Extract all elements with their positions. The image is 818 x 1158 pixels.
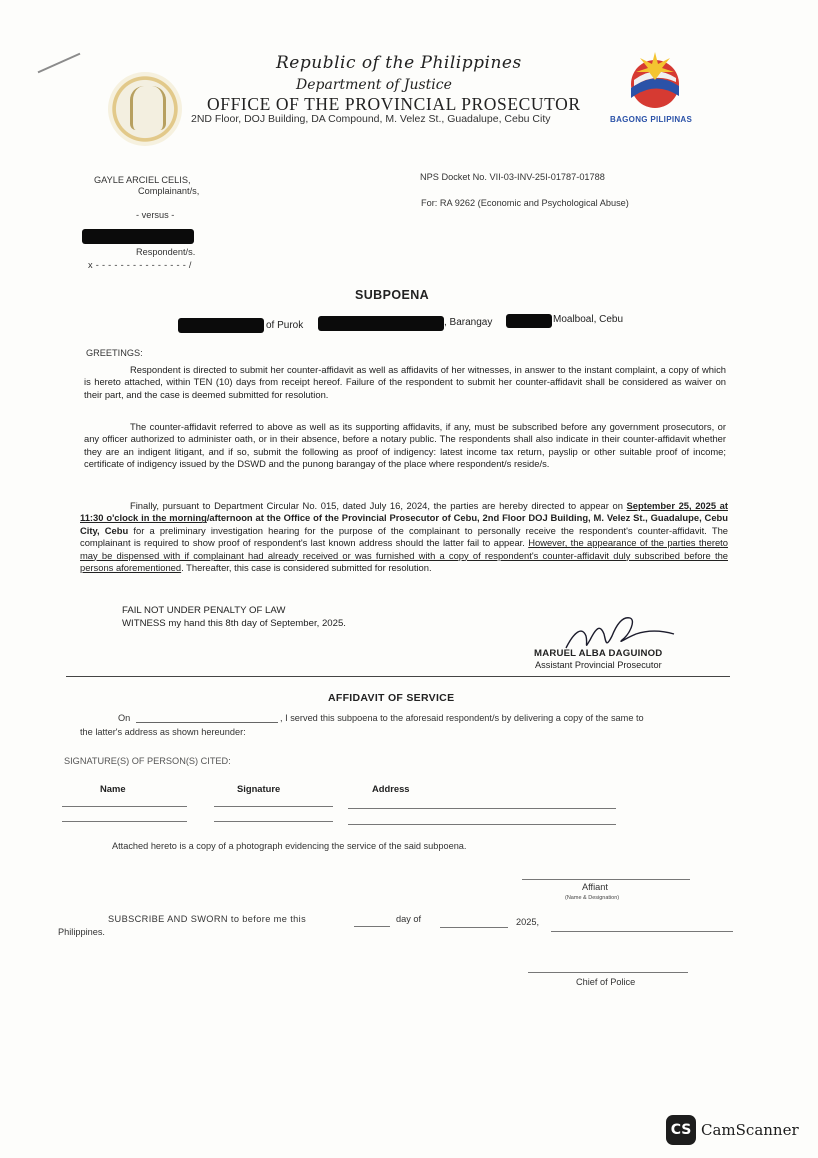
affiant-signature-line [522, 879, 690, 880]
doj-seal-logo [108, 72, 182, 146]
attached-photo-text: Attached hereto is a copy of a photograph evidencing the service of the said subpoena. [112, 841, 467, 851]
hearing-venue: /afternoon at the Office of the Provincial Prosecutor of Cebu, 2nd Floor DOJ Building, M. Velez St., Guadalupe, Cebu City, Cebu [80, 512, 728, 536]
caption-divider: x - - - - - - - - - - - - - - - / [88, 260, 192, 270]
header-republic: Republic of the Philippines [276, 53, 522, 73]
column-signature: Signature [237, 783, 281, 794]
affidavit-title: AFFIDAVIT OF SERVICE [328, 692, 455, 704]
affiant-sublabel: (Name & Designation) [565, 895, 620, 901]
hearing-purpose: for a preliminary investigation hearing for the purpose of the complainant to personally receive the respondent's counter-affidavit. The complainant is required to show proof of respondent's last known address should the latter fail to appear. [80, 524, 728, 549]
camscanner-icon: CS [666, 1115, 696, 1145]
sworn-day-of: day of [396, 914, 422, 924]
day-blank-line [354, 926, 390, 927]
redaction-block [82, 229, 194, 244]
camscanner-label: CamScanner [701, 1121, 799, 1139]
paragraph-hearing [80, 500, 728, 574]
witness-line: WITNESS my hand this 8th day of September, 2025. [122, 618, 346, 629]
bagong-pilipinas-label: BAGONG PILIPINAS [610, 115, 693, 124]
affidavit-on: On [118, 713, 131, 723]
name-line-1 [62, 806, 187, 807]
case-for: For: RA 9262 (Economic and Psychological Abuse) [421, 198, 629, 208]
persons-cited-label: SIGNATURE(S) OF PERSON(S) CITED: [64, 756, 231, 766]
name-line-2 [62, 821, 187, 822]
fail-not-line: FAIL NOT UNDER PENALTY OF LAW [122, 605, 286, 616]
paragraph-affidavit-requirements: The counter-affidavit referred to above as well as its supporting affidavits, if any, must be subscribed before any government prosecutors, or any officer authorized to administer oath, or in their absence, before a notary public. The respondents shall also indicate in their counter-affidavit whether they are an indigent litigant, and if so, submit the following as proof of indigency: latest income tax return, payslip or other suitable proof of income; certificate of indigency issued by the DSWD and the punong barangay of the place where respondent/s reside/s. [84, 421, 726, 470]
redaction-block [178, 318, 264, 333]
affidavit-served-text: , I served this subpoena to the aforesaid respondent/s by delivering a copy of the same to [280, 713, 644, 723]
signatory-name: MARUEL ALBA DAGUINOD [534, 648, 663, 659]
addressee-barangay: , Barangay [444, 317, 493, 328]
hearing-date: September 25, 2025 at 11:30 o'clock in the morning [80, 500, 728, 524]
signature-line-1 [214, 806, 333, 807]
document-title: SUBPOENA [355, 288, 430, 302]
bagong-pilipinas-logo [618, 50, 692, 114]
redaction-block [318, 316, 444, 331]
column-address: Address [372, 783, 410, 794]
sworn-year: 2025, [516, 917, 539, 927]
affidavit-address-text: the latter's address as shown hereunder: [80, 727, 246, 737]
signature-line-2 [214, 821, 333, 822]
sworn-text: SUBSCRIBE AND SWORN to before me this [108, 914, 307, 924]
header-department: Department of Justice [296, 77, 452, 93]
addressee-purok: of Purok [266, 320, 304, 331]
address-line-1 [348, 808, 616, 809]
redaction-block [506, 314, 552, 328]
greetings: GREETINGS: [86, 348, 143, 358]
header-office: OFFICE OF THE PROVINCIAL PROSECUTOR [207, 94, 581, 114]
hearing-closing: . Thereafter, this case is considered submitted for resolution. [181, 562, 432, 574]
hearing-dispensation: However, the appearance of the parties thereto may be dispensed with if complainant had already received or was furnished with a copy of respondent's counter-affidavit duly subscribed before the persons aforementioned [80, 537, 729, 574]
paragraph-directive: Respondent is directed to submit her counter-affidavit as well as affidavits of her witnesses, in answer to the instant complaint, a copy of which is hereto attached, within TEN (10) days from receipt hereof. Failure of the respondent to submit her counter-affidavit shall be considered as waiver on their part, and the case is deemed submitted for resolution. [84, 364, 726, 400]
signatory-title: Assistant Provincial Prosecutor [535, 660, 662, 670]
address-line-2 [348, 824, 616, 825]
complainant-name: GAYLE ARCIEL CELIS, [94, 175, 191, 185]
versus-label: - versus - [136, 210, 175, 220]
chief-signature-line [528, 972, 688, 973]
hearing-intro: Finally, pursuant to Department Circular No. 015, dated July 16, 2024, the parties are hereby directed to appear on [130, 500, 623, 511]
pen-mark [38, 53, 81, 74]
respondent-label: Respondent/s. [136, 247, 196, 257]
section-divider [66, 676, 730, 677]
column-name: Name [100, 783, 126, 794]
header-address: 2ND Floor, DOJ Building, DA Compound, M. Velez St., Guadalupe, Cebu City [191, 113, 551, 125]
addressee-place: Moalboal, Cebu [553, 314, 624, 325]
month-blank-line [440, 927, 508, 928]
docket-number: NPS Docket No. VII-03-INV-25I-01787-01788 [420, 172, 605, 182]
affiant-label: Affiant [582, 882, 608, 892]
sworn-philippines: Philippines. [58, 927, 105, 937]
chief-of-police-label: Chief of Police [576, 977, 636, 987]
complainant-label: Complainant/s, [138, 186, 200, 196]
date-blank-line [136, 722, 278, 723]
place-blank-line [551, 931, 733, 932]
